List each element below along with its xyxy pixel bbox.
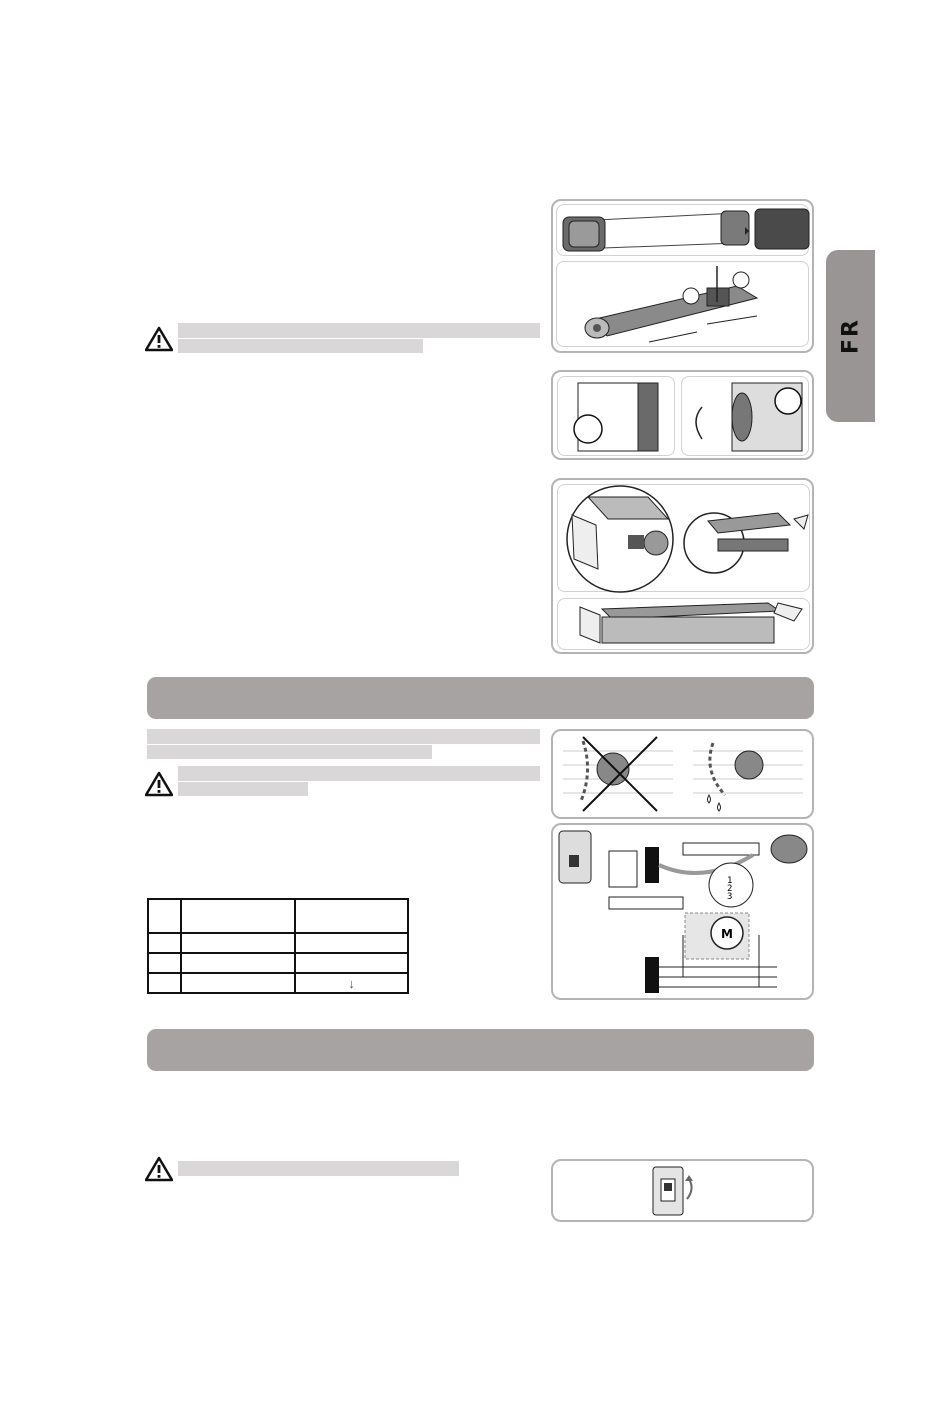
table-cell — [295, 953, 408, 973]
warning2-text-line-2 — [178, 782, 308, 796]
table-cell — [295, 899, 408, 933]
table-cell — [295, 933, 408, 953]
figure-cable-drip-loop — [551, 729, 814, 819]
box-detail-illustration — [558, 485, 811, 593]
table-row — [148, 933, 408, 953]
warning2-text-line-1 — [178, 766, 540, 781]
tube-end-caps-illustration — [557, 205, 810, 257]
figure-box-bottom — [557, 598, 810, 650]
figure-box-installation — [551, 478, 814, 654]
section-heading-bar-2 — [147, 1029, 814, 1071]
section1-text-line-2 — [147, 745, 432, 759]
circuit-breaker-icon — [553, 1161, 812, 1220]
warning-text-line-2 — [178, 339, 423, 353]
table-cell — [181, 899, 295, 933]
language-tab-label: FR — [838, 318, 863, 354]
bracket-right-illustration — [682, 377, 810, 457]
box-full-illustration — [558, 599, 811, 651]
terminal-label-1: 1 — [727, 876, 733, 886]
table-row — [148, 973, 408, 993]
terminal-label-3: 3 — [727, 892, 733, 902]
warning-triangle-icon — [145, 1156, 173, 1182]
terminal-label-2: 2 — [727, 884, 733, 894]
figure-bracket-mounting — [551, 370, 814, 460]
warning-triangle-icon — [145, 771, 173, 797]
warning-text-line-1 — [178, 323, 540, 338]
table-cell — [181, 953, 295, 973]
table-cell — [181, 973, 295, 993]
language-tab — [826, 250, 875, 422]
section1-text-line-1 — [147, 729, 540, 744]
connection-table — [147, 898, 409, 994]
table-cell — [148, 953, 181, 973]
figure-tube-bottom — [556, 261, 809, 347]
figure-box-top — [557, 484, 810, 592]
motor-tube-illustration — [557, 262, 810, 348]
warning-triangle-icon — [145, 326, 173, 352]
table-cell — [181, 933, 295, 953]
table-cell — [148, 973, 181, 993]
table-cell — [148, 899, 181, 933]
figure-breaker-on — [551, 1159, 814, 1222]
bracket-left-illustration — [558, 377, 676, 457]
table-row — [148, 953, 408, 973]
figure-bracket-right — [681, 376, 809, 456]
table-cell: ↓ — [295, 973, 408, 993]
figure-bracket-left — [557, 376, 675, 456]
figure-wiring-diagram — [551, 823, 814, 1000]
section-heading-bar-1 — [147, 677, 814, 719]
motor-symbol-label: M — [721, 927, 733, 941]
figure-tube-top — [556, 204, 809, 256]
warning3-text-line — [178, 1161, 459, 1176]
figure-tube-assembly — [551, 199, 814, 353]
table-row — [148, 899, 408, 933]
cable-loop-illustration — [553, 731, 812, 817]
table-cell — [148, 933, 181, 953]
wiring-illustration — [553, 825, 812, 998]
